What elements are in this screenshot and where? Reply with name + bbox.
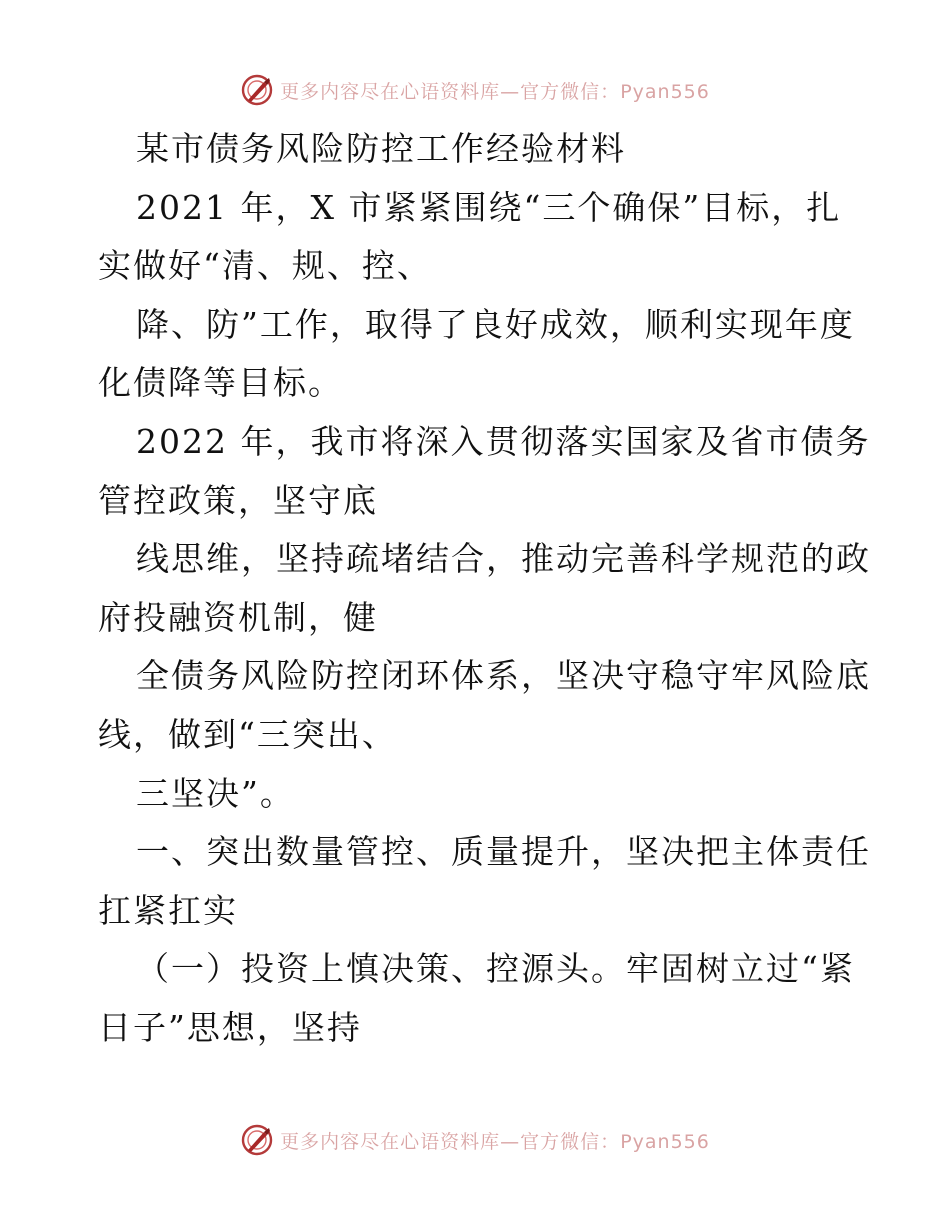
text-line: 线思维，坚持疏堵结合，推动完善科学规范的政 — [136, 539, 871, 579]
document-body — [98, 120, 871, 1058]
text-line: 三坚决”。 — [136, 773, 295, 813]
watermark-wechat-label: 官方微信： — [520, 1130, 621, 1153]
text-line: 一、突出数量管控、质量提升，坚决把主体责任 — [136, 832, 871, 872]
text-line: 日子”思想，坚持 — [98, 1007, 362, 1047]
text-line: 降、防”工作，取得了良好成效，顺利实现年度 — [136, 304, 855, 344]
watermark-wechat-label: 官方微信： — [520, 80, 621, 103]
watermark-slogan: 更多内容尽在心语资料库 — [280, 1130, 501, 1153]
footer-watermark — [0, 1120, 950, 1160]
text-line: （一）投资上慎决策、控源头。牢固树立过“紧 — [136, 949, 855, 989]
text-line: 全债务风险防控闭环体系，坚决守稳守牢风险底 — [136, 656, 871, 696]
watermark-wechat-id: Pyan556 — [620, 1130, 710, 1153]
watermark-text — [280, 77, 710, 104]
text-line: 府投融资机制，健 — [98, 597, 378, 637]
quill-pen-seal-icon — [240, 73, 274, 107]
text-line: 扛紧扛实 — [98, 890, 238, 930]
watermark-separator: — — [500, 80, 521, 103]
text-line: 管控政策，坚守底 — [98, 480, 378, 520]
watermark-slogan: 更多内容尽在心语资料库 — [280, 80, 501, 103]
watermark-separator: — — [500, 1130, 521, 1153]
text-line: 化债降等目标。 — [98, 363, 343, 403]
text-line: 实做好“清、规、控、 — [98, 246, 432, 286]
header-watermark — [0, 70, 950, 110]
watermark-wechat-id: Pyan556 — [620, 80, 710, 103]
text-line: 2022 年，我市将深入贯彻落实国家及省市债务 — [136, 421, 871, 461]
text-line: 2021 年，X 市紧紧围绕“三个确保”目标，扎 — [136, 187, 842, 227]
text-line: 某市债务风险防控工作经验材料 — [136, 129, 626, 168]
text-line: 线，做到“三突出、 — [98, 714, 397, 754]
watermark-text — [280, 1127, 710, 1154]
quill-pen-seal-icon — [240, 1123, 274, 1157]
